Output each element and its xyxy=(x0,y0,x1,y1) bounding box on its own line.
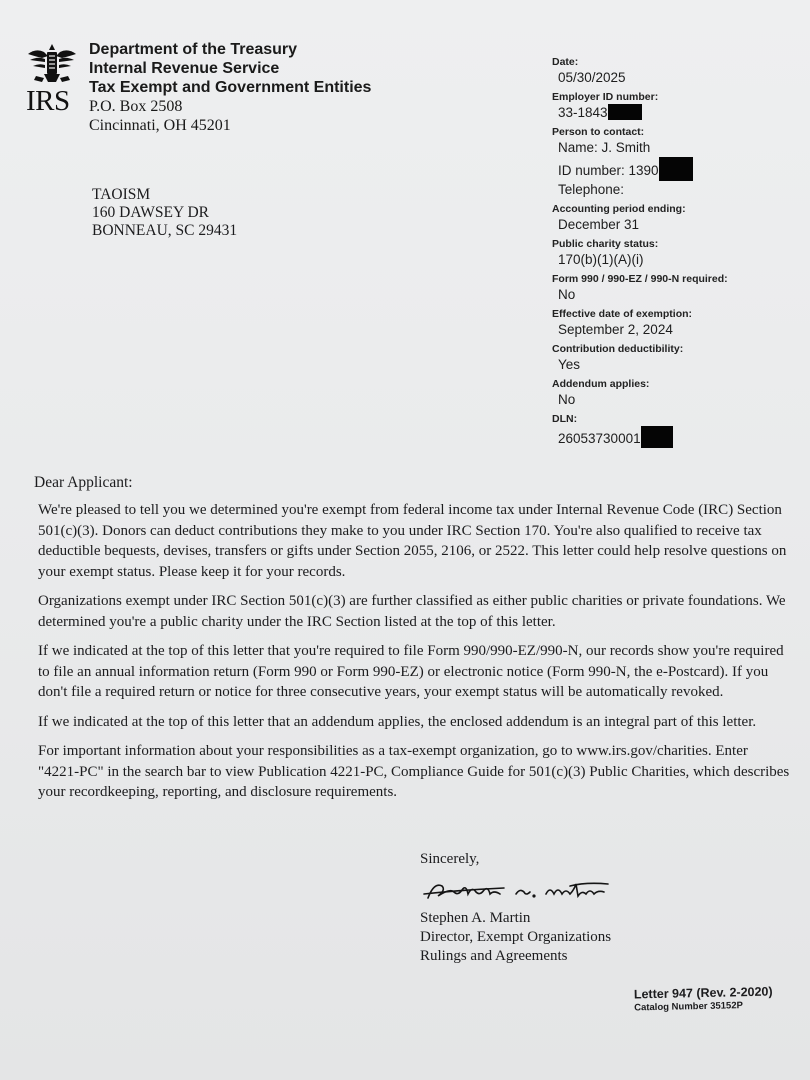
dln-value: 26053730001 xyxy=(558,431,641,446)
contact-id-row xyxy=(552,157,802,181)
effective-date-label: Effective date of exemption: xyxy=(552,308,693,320)
handwritten-signature xyxy=(420,872,620,906)
addressee-city: BONNEAU, SC 29431 xyxy=(92,222,238,239)
paragraph: If we indicated at the top of this letter that you're required to file Form 990/990-EZ/990-N, our records show you're required to file an annual information return (Form 990 or Form 990-EZ) or electronic notice (Form 990-N, the e-Postcard). If you don't file a required return or notice for three consecutive years, your exempt status will be automatically revoked. xyxy=(38,643,784,700)
paragraph: Organizations exempt under IRC Section 501(c)(3) are further classified as either public charities or private foundations. We determined you're a public charity under the IRC Section listed at the top of this letter. xyxy=(38,593,786,630)
signer-name: Stephen A. Martin xyxy=(420,910,531,926)
form-required-label: Form 990 / 990-EZ / 990-N required: xyxy=(552,273,728,285)
charity-status-value: 170(b)(1)(A)(i) xyxy=(558,252,644,267)
letter-body xyxy=(38,500,790,812)
po-box: P.O. Box 2508 xyxy=(89,98,183,115)
paragraph: If we indicated at the top of this letter that an addendum applies, the enclosed addendum is an integral part of this letter. xyxy=(38,713,757,730)
addendum-value: No xyxy=(558,392,576,407)
dln-row xyxy=(552,426,802,448)
date-value: 05/30/2025 xyxy=(558,70,626,85)
addendum-label: Addendum applies: xyxy=(552,378,650,390)
ein-label: Employer ID number: xyxy=(552,91,659,103)
form-required-value: No xyxy=(558,287,576,302)
contact-label: Person to contact: xyxy=(552,126,645,138)
paragraph: For important information about your responsibilities as a tax-exempt organization, go to www.irs.gov/charities. Enter "4221-PC" in the search bar to view Publication 4221-PC, Compliance Guide for 501(c)(3) Public Charities, which describes your recordkeeping, reporting, and disclosure requirements. xyxy=(38,743,790,800)
closing: Sincerely, xyxy=(420,851,480,867)
agency-header xyxy=(89,40,371,135)
catalog-number: Catalog Number 35152P xyxy=(634,1000,744,1014)
ein-row xyxy=(552,104,802,122)
date-label: Date: xyxy=(552,56,579,68)
department-name: Department of the Treasury xyxy=(89,41,298,58)
division-name: Tax Exempt and Government Entities xyxy=(89,79,372,96)
service-name: Internal Revenue Service xyxy=(89,60,280,77)
letter-footer xyxy=(634,985,773,1015)
addressee-name: TAOISM xyxy=(92,186,151,203)
agency-city: Cincinnati, OH 45201 xyxy=(89,117,231,134)
signer-title: Rulings and Agreements xyxy=(420,948,568,964)
period-value: December 31 xyxy=(558,217,640,232)
charity-status-label: Public charity status: xyxy=(552,238,659,250)
addressee-block xyxy=(92,186,237,240)
dln-label: DLN: xyxy=(552,413,578,425)
contact-id: ID number: 1390 xyxy=(558,163,659,178)
irs-eagle-icon xyxy=(26,40,78,86)
effective-date-value: September 2, 2024 xyxy=(558,322,673,337)
irs-logo xyxy=(26,40,82,117)
deductibility-label: Contribution deductibility: xyxy=(552,343,684,355)
redaction-bar xyxy=(608,104,642,120)
period-label: Accounting period ending: xyxy=(552,203,686,215)
contact-phone: Telephone: xyxy=(558,182,625,197)
redaction-bar xyxy=(641,426,673,448)
letter-info-column xyxy=(552,52,802,448)
letter-number: Letter 947 (Rev. 2-2020) xyxy=(633,984,773,1002)
contact-name: Name: J. Smith xyxy=(558,140,651,155)
paragraph: We're pleased to tell you we determined you're exempt from federal income tax under Internal Revenue Code (IRC) Section 501(c)(3). Donors can deduct contributions they make to you under IRC Section 170. You're also qualified to receive tax deductible bequests, devises, transfers or gifts under Section 2055, 2106, or 2522. This letter could help resolve questions on your exempt status. Please keep it for your records. xyxy=(38,502,787,580)
signature-block xyxy=(420,850,620,966)
ein-value: 33-1843 xyxy=(558,105,608,120)
addressee-street: 160 DAWSEY DR xyxy=(92,204,210,221)
redaction-bar xyxy=(659,157,693,181)
salutation: Dear Applicant: xyxy=(34,474,133,491)
irs-logo-text: IRS xyxy=(26,85,70,117)
deductibility-value: Yes xyxy=(558,357,581,372)
signer-title: Director, Exempt Organizations xyxy=(420,929,612,945)
